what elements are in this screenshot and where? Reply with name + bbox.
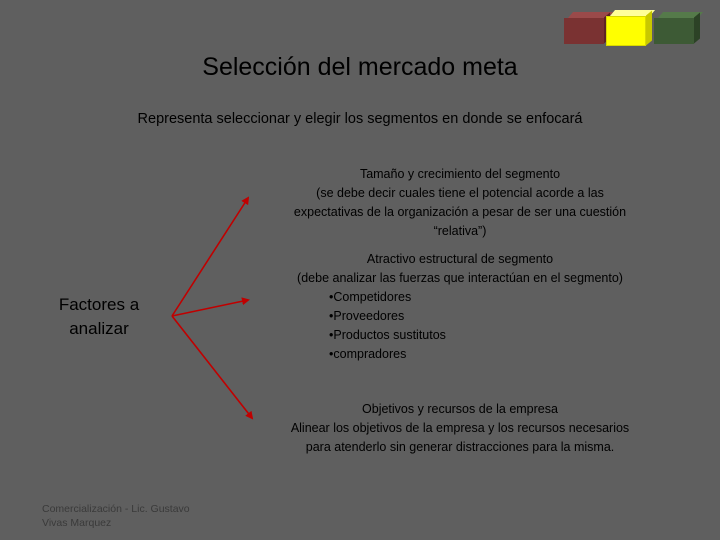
item-line: (se debe decir cuales tiene el potencial acorde a las	[316, 186, 604, 200]
arrow-to-item-2	[172, 300, 248, 316]
footer-credit	[42, 502, 212, 530]
item-line: Alinear los objetivos de la empresa y los recursos necesarios	[290, 421, 630, 435]
item-heading: Objetivos y recursos de la empresa	[362, 402, 558, 416]
footer-line-2: Vivas Marquez	[42, 517, 112, 529]
bullet-suppliers: •Proveedores	[329, 309, 405, 323]
factors-label-line-1: Factores a	[58, 295, 140, 314]
slide-subtitle: Representa seleccionar y elegir los segmentos en donde se enfocará	[137, 111, 583, 127]
bullet-buyers: •compradores	[329, 347, 407, 361]
arrow-to-item-3	[172, 316, 252, 418]
slide-title: Selección del mercado meta	[202, 53, 518, 81]
item-line: para atenderlo sin generar distracciones para la misma.	[305, 440, 615, 454]
footer-line-1: Comercialización - Lic. Gustavo	[42, 503, 190, 515]
factors-label-line-2: analizar	[69, 319, 129, 338]
bullet-substitutes: •Productos sustitutos	[329, 328, 446, 342]
item-line: expectativas de la organización a pesar de ser una cuestión	[293, 205, 627, 219]
item-line: (debe analizar las fuerzas que interactúan en el segmento)	[297, 271, 623, 285]
factors-label	[40, 293, 158, 341]
item-heading: Tamaño y crecimiento del segmento	[359, 167, 561, 181]
bullet-competitors: •Competidores	[329, 290, 412, 304]
factor-item-structural-attractiveness	[265, 250, 655, 364]
factor-item-size-growth	[265, 165, 655, 241]
item-line: “relativa”)	[433, 224, 487, 238]
arrow-to-item-1	[172, 198, 248, 316]
item-heading: Atractivo estructural de segmento	[366, 252, 554, 266]
factor-item-objectives-resources	[255, 400, 665, 457]
